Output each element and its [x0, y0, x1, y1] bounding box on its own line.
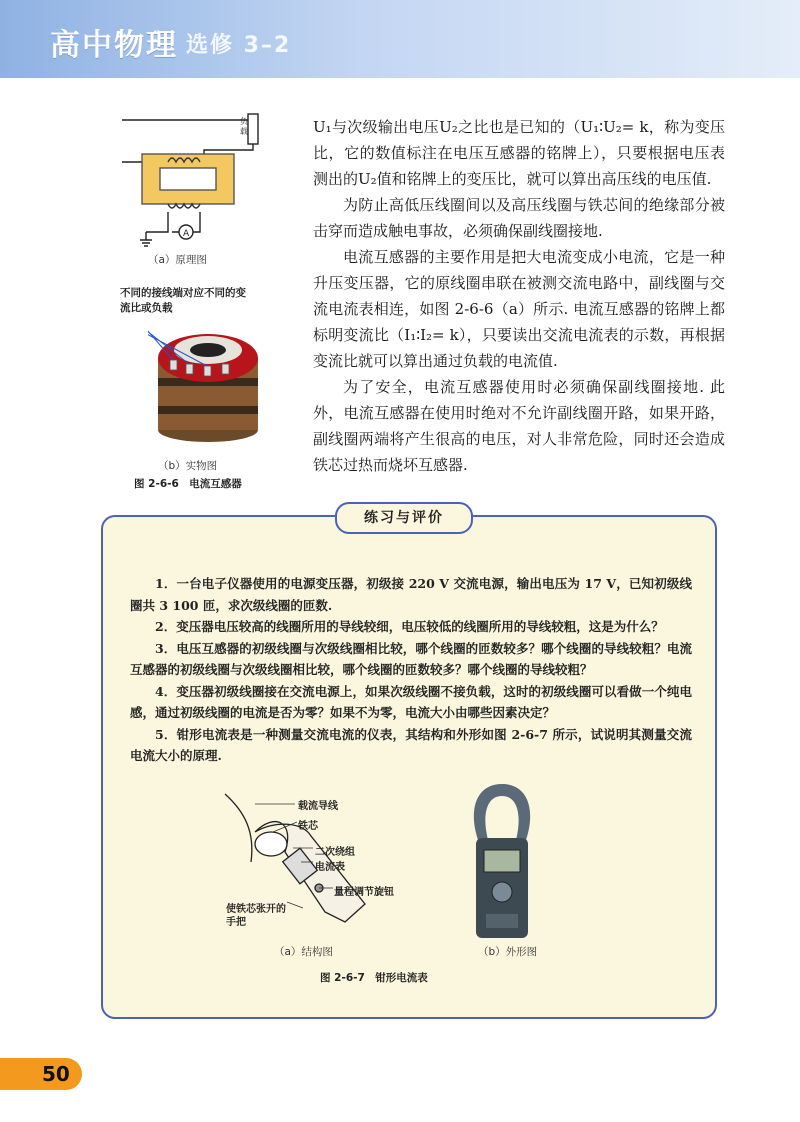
fig-2-6-6b-callout: 不同的接线端对应不同的变流比或负载: [120, 287, 246, 314]
fig-2-6-7-caption: 图 2-6-7 钳形电流表: [320, 972, 428, 984]
label-wire: 载流导线: [298, 801, 338, 812]
paragraph: 为防止高低压线圈间以及高压线圈与铁芯间的绝缘部分被击穿而造成触电事故，必须确保副线圈接地.: [313, 196, 725, 240]
current-transformer-photo: [148, 298, 268, 448]
exercise-item: 2．变压器电压较高的线圈所用的导线较细，电压较低的线圈所用的导线较粗，这是为什么？: [155, 619, 664, 634]
exercise-item: 1．一台电子仪器使用的电源变压器，初级接 220 V 交流电源，输出电压为 17 V，已知初级线圈共 3 100 匝，求次级线圈的匝数.: [130, 576, 692, 613]
page-number: 50: [42, 1062, 70, 1086]
exercise-item: 4．变压器初级线圈接在交流电源上，如果次级线圈不接负载，这时的初级线圈可以看做一个纯电感，通过初级线圈的电流是否为零？如果不为零，电流大小由哪些因素决定？: [130, 683, 692, 720]
paragraph: 为了安全，电流互感器使用时必须确保副线圈接地. 此外，电流互感器在使用时绝对不允许副线圈开路，如果开路，副线圈两端将产生很高的电压，对人非常危险，同时还会造成铁芯过热而烧坏互感器.: [313, 378, 725, 474]
fig-2-6-6b-caption: （b）实物图: [158, 460, 218, 472]
exercise-box-title: 练习与评价: [335, 502, 473, 534]
fig-2-6-6-caption: 图 2-6-6 电流互感器: [134, 478, 242, 490]
body-text: [313, 114, 725, 478]
svg-text:载: 载: [240, 127, 248, 136]
label-knob: 量程调节旋钮: [334, 887, 394, 898]
exercise-item: 3．电压互感器的初级线圈与次级线圈相比较，哪个线圈的匝数较多？哪个线圈的导线较粗？电流互感器的初级线圈与次级线圈相比较，哪个线圈的匝数较多？哪个线圈的导线较粗？: [130, 640, 692, 677]
exercise-item: 5．钳形电流表是一种测量交流电流的仪表，其结构和外形如图 2-6-7 所示，试说明其测量交流电流大小的原理.: [130, 726, 692, 763]
label-coil: 二次绕组: [315, 847, 355, 858]
paragraph: 电流互感器的主要作用是把大电流变成小电流，它是一种升压变压器，它的原线圈串联在被测交流电路中，副线圈与交流电流表相连，如图 2-6-6（a）所示. 电流互感器的铭牌上都标明变流比（I₁∶I₂= k），只要读出交流电流表的示数，再根据变流比就可以算出通过负载的电流值.: [313, 248, 725, 370]
label-meter: 电流表: [315, 862, 345, 873]
fig-2-6-6a-caption: （a）原理图: [148, 254, 207, 266]
label-handle: 使铁芯张开的手把: [226, 904, 286, 928]
clamp-meter-photo: [462, 780, 542, 940]
exercise-list: [130, 573, 692, 767]
fig-2-6-7b-caption: （b）外形图: [478, 946, 538, 958]
load-label: 负: [240, 117, 248, 126]
label-core: 铁芯: [298, 821, 318, 832]
current-transformer-schematic: [112, 104, 272, 249]
book-subtitle: 选修 3–2: [186, 33, 292, 58]
page-number-tab: [0, 1058, 82, 1090]
paragraph: U₁与次级输出电压U₂之比也是已知的（U₁∶U₂= k，称为变压比，它的数值标注在电压互感器的铭牌上），只要根据电压表测出的U₂值和铭牌上的变压比，就可以算出高压线的电压值.: [313, 118, 725, 188]
book-title: 高中物理: [50, 28, 178, 63]
svg-text:A: A: [183, 229, 190, 239]
page-header: [0, 0, 800, 78]
fig-2-6-7a-caption: （a）结构图: [274, 946, 333, 958]
